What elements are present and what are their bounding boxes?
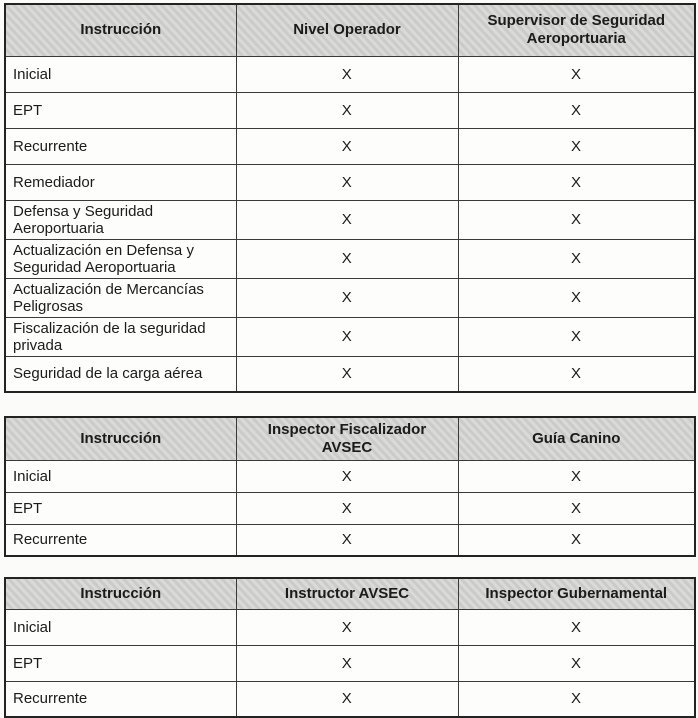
column-header-guia-canino: Guía Canino [458, 417, 695, 460]
training-matrix-table-instructor-gubernamental [4, 577, 696, 718]
table-row [5, 492, 695, 524]
training-matrix-table-inspector-guia [4, 416, 696, 557]
table-header-row [5, 578, 695, 609]
x-mark-cell: X [236, 56, 458, 92]
x-mark-cell: X [458, 128, 695, 164]
x-mark-cell: X [458, 645, 695, 681]
x-mark-cell: X [236, 92, 458, 128]
x-mark-cell: X [458, 239, 695, 278]
x-mark-cell: X [458, 492, 695, 524]
table-header-row [5, 417, 695, 460]
column-header-instruccion: Instrucción [5, 417, 236, 460]
x-mark-cell: X [236, 524, 458, 556]
instruction-label: Seguridad de la carga aérea [5, 356, 236, 392]
instruction-label: Defensa y Seguridad Aeroportuaria [5, 200, 236, 239]
table-row [5, 609, 695, 645]
column-header-instruccion: Instrucción [5, 578, 236, 609]
table-row [5, 92, 695, 128]
x-mark-cell: X [458, 681, 695, 717]
x-mark-cell: X [236, 492, 458, 524]
instruction-label: Fiscalización de la seguridad privada [5, 317, 236, 356]
instruction-label: Recurrente [5, 128, 236, 164]
column-header-nivel-operador: Nivel Operador [236, 4, 458, 56]
x-mark-cell: X [236, 239, 458, 278]
x-mark-cell: X [458, 278, 695, 317]
table-row [5, 56, 695, 92]
table-row [5, 645, 695, 681]
instruction-label: Inicial [5, 56, 236, 92]
x-mark-cell: X [236, 460, 458, 492]
column-header-inspector-gubernamental: Inspector Gubernamental [458, 578, 695, 609]
x-mark-cell: X [458, 200, 695, 239]
table-row [5, 524, 695, 556]
x-mark-cell: X [458, 92, 695, 128]
instruction-label: EPT [5, 645, 236, 681]
table-row [5, 200, 695, 239]
instruction-label: EPT [5, 92, 236, 128]
x-mark-cell: X [236, 278, 458, 317]
x-mark-cell: X [236, 356, 458, 392]
x-mark-cell: X [458, 524, 695, 556]
column-header-inspector-fiscalizador: Inspector Fiscalizador AVSEC [236, 417, 458, 460]
instruction-label: Actualización en Defensa y Seguridad Aeroportuaria [5, 239, 236, 278]
x-mark-cell: X [458, 356, 695, 392]
table-row [5, 317, 695, 356]
table-row [5, 239, 695, 278]
x-mark-cell: X [458, 460, 695, 492]
x-mark-cell: X [458, 317, 695, 356]
x-mark-cell: X [236, 128, 458, 164]
instruction-label: Remediador [5, 164, 236, 200]
training-matrix-table-operador-supervisor [4, 3, 696, 393]
instruction-label: Actualización de Mercancías Peligrosas [5, 278, 236, 317]
table-row [5, 128, 695, 164]
column-header-instruccion: Instrucción [5, 4, 236, 56]
table-row [5, 356, 695, 392]
x-mark-cell: X [458, 609, 695, 645]
table-row [5, 681, 695, 717]
column-header-instructor-avsec: Instructor AVSEC [236, 578, 458, 609]
x-mark-cell: X [236, 681, 458, 717]
x-mark-cell: X [236, 164, 458, 200]
table-row [5, 164, 695, 200]
column-header-supervisor-seguridad: Supervisor de Seguridad Aeroportuaria [458, 4, 695, 56]
instruction-label: Inicial [5, 609, 236, 645]
instruction-label: Recurrente [5, 681, 236, 717]
x-mark-cell: X [458, 164, 695, 200]
x-mark-cell: X [236, 645, 458, 681]
instruction-label: EPT [5, 492, 236, 524]
x-mark-cell: X [458, 56, 695, 92]
table-header-row [5, 4, 695, 56]
x-mark-cell: X [236, 317, 458, 356]
instruction-label: Recurrente [5, 524, 236, 556]
instruction-label: Inicial [5, 460, 236, 492]
table-row [5, 460, 695, 492]
table-row [5, 278, 695, 317]
x-mark-cell: X [236, 609, 458, 645]
x-mark-cell: X [236, 200, 458, 239]
